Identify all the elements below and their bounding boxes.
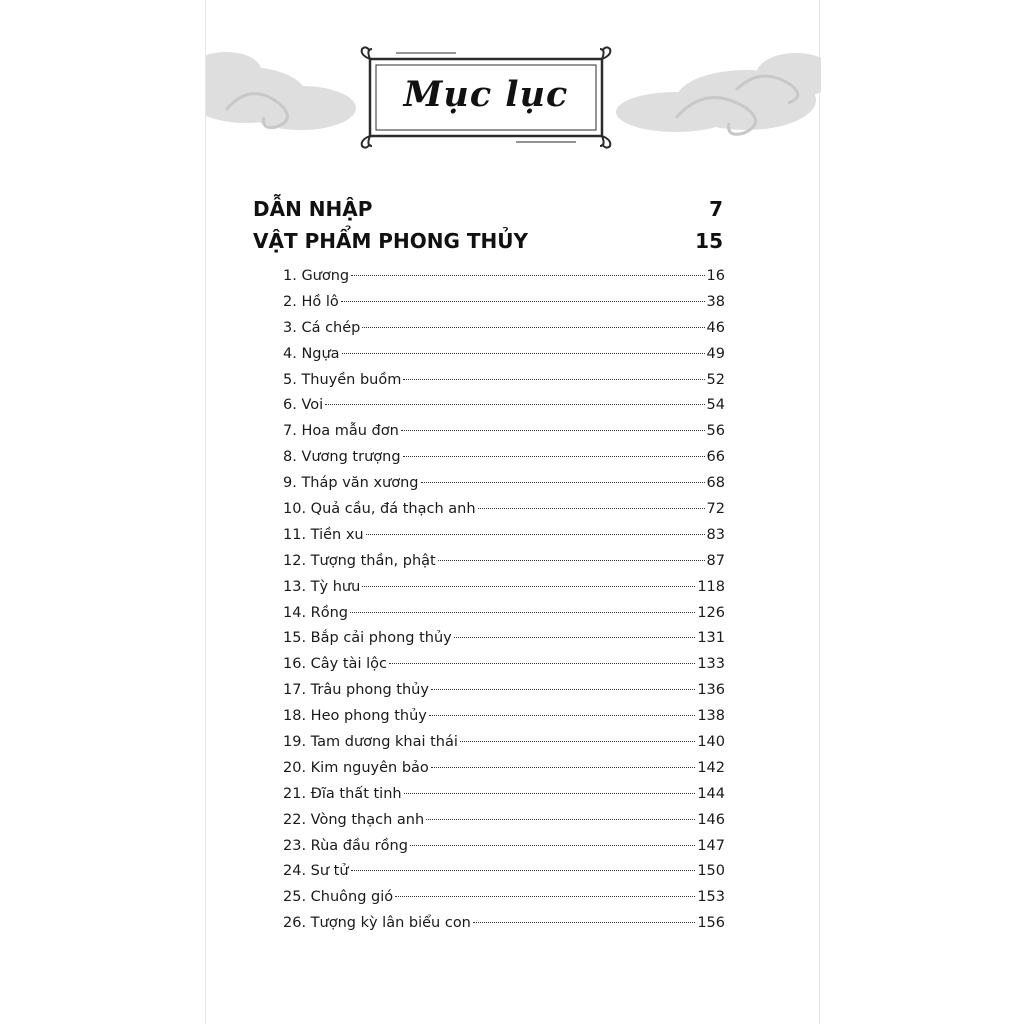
book-page	[205, 0, 820, 1024]
dot-leader	[429, 715, 695, 716]
toc-entry[interactable]	[283, 782, 725, 808]
toc-entry[interactable]	[283, 264, 725, 290]
dot-leader	[473, 922, 695, 923]
toc-entry-page: 156	[697, 915, 725, 932]
toc-entry-page: 147	[697, 837, 725, 854]
toc-entry[interactable]	[283, 678, 725, 704]
toc-entry-page: 16	[706, 268, 725, 284]
dot-leader	[410, 845, 695, 846]
dot-leader	[341, 301, 705, 302]
toc-entry-page: 49	[706, 345, 725, 362]
toc-entry-page: 150	[697, 863, 725, 880]
toc-entry-page: 138	[697, 708, 725, 725]
toc-entry-page: 38	[706, 293, 725, 310]
toc-entry-label: 26. Tượng kỳ lân biểu con	[283, 915, 471, 932]
dot-leader	[404, 793, 696, 794]
toc-entry-label: 19. Tam dương khai thái	[283, 734, 458, 751]
toc-entry-page: 83	[706, 526, 725, 543]
toc-entry[interactable]	[283, 471, 725, 497]
toc-entry[interactable]	[283, 342, 725, 368]
toc-entry-label: 18. Heo phong thủy	[283, 708, 427, 725]
dot-leader	[478, 508, 705, 509]
toc-entry-label: 12. Tượng thần, phật	[283, 552, 436, 569]
toc-section-items[interactable]	[253, 229, 723, 253]
toc-list	[283, 264, 725, 937]
toc-entry-label: 14. Rồng	[283, 604, 349, 621]
toc-entry[interactable]	[283, 859, 725, 885]
toc-entry-label: 3. Cá chép	[283, 319, 361, 336]
toc-entry-page: 144	[697, 785, 725, 802]
toc-entry[interactable]	[283, 756, 725, 782]
section-page: 7	[709, 197, 723, 221]
toc-entry-label: 22. Vòng thạch anh	[283, 811, 425, 828]
toc-entry[interactable]	[283, 523, 725, 549]
dot-leader	[325, 404, 704, 405]
toc-entry-label: 15. Bắp cải phong thủy	[283, 630, 452, 647]
toc-entry-label: 10. Quả cầu, đá thạch anh	[283, 501, 476, 518]
toc-entry-page: 146	[697, 811, 725, 828]
toc-entry[interactable]	[283, 368, 725, 394]
toc-entry-label: 6. Voi	[283, 397, 324, 414]
toc-entry-label: 21. Đĩa thất tinh	[283, 785, 402, 802]
toc-entry[interactable]	[283, 316, 725, 342]
toc-entry-label: 11. Tiền xu	[283, 526, 364, 543]
dot-leader	[431, 767, 696, 768]
toc-entry[interactable]	[283, 652, 725, 678]
toc-entry-label: 25. Chuông gió	[283, 889, 394, 906]
toc-entry-label: 23. Rùa đầu rồng	[283, 837, 408, 854]
dot-leader	[460, 741, 695, 742]
dot-leader	[350, 612, 695, 613]
toc-entry[interactable]	[283, 549, 725, 575]
toc-entry-page: 142	[697, 759, 725, 776]
dot-leader	[342, 353, 705, 354]
toc-entry[interactable]	[283, 704, 725, 730]
dot-leader	[403, 379, 704, 380]
dot-leader	[401, 430, 705, 431]
toc-entry[interactable]	[283, 885, 725, 911]
toc-entry[interactable]	[283, 834, 725, 860]
toc-entry-page: 133	[697, 656, 725, 673]
page-title: Mục lục	[403, 74, 569, 115]
toc-entry-page: 68	[706, 475, 725, 492]
toc-entry-page: 126	[697, 604, 725, 621]
toc-entry-label: 2. Hồ lô	[283, 293, 339, 310]
toc-entry[interactable]	[283, 626, 725, 652]
toc-entry-label: 16. Cây tài lộc	[283, 656, 387, 673]
section-page: 15	[695, 229, 723, 253]
toc-entry-label: 17. Trâu phong thủy	[283, 682, 429, 699]
dot-leader	[362, 586, 695, 587]
toc-entry[interactable]	[283, 808, 725, 834]
toc-entry-page: 72	[706, 501, 725, 518]
dot-leader	[421, 482, 705, 483]
toc-entry[interactable]	[283, 419, 725, 445]
toc-entry-page: 153	[697, 889, 725, 906]
dot-leader	[351, 275, 704, 276]
dot-leader	[362, 327, 704, 328]
toc-entry-page: 66	[706, 449, 725, 466]
toc-entry-label: 4. Ngựa	[283, 345, 340, 362]
toc-entry-page: 52	[706, 371, 725, 388]
toc-entry[interactable]	[283, 290, 725, 316]
dot-leader	[351, 870, 696, 871]
dot-leader	[395, 896, 695, 897]
dot-leader	[389, 663, 695, 664]
dot-leader	[426, 819, 695, 820]
toc-entry[interactable]	[283, 393, 725, 419]
toc-entry-page: 136	[697, 682, 725, 699]
section-label: DẪN NHẬP	[253, 197, 373, 221]
toc-entry-page: 131	[697, 630, 725, 647]
section-label: VẬT PHẨM PHONG THỦY	[253, 229, 528, 253]
dot-leader	[366, 534, 705, 535]
toc-entry-page: 118	[697, 578, 725, 595]
toc-entry-page: 56	[706, 423, 725, 440]
toc-section-intro[interactable]	[253, 197, 723, 221]
toc-entry-label: 1. Gương	[283, 268, 350, 284]
toc-entry[interactable]	[283, 445, 725, 471]
toc-entry-label: 9. Tháp văn xương	[283, 475, 419, 492]
toc-entry-label: 5. Thuyền buồm	[283, 371, 402, 388]
toc-entry-label: 8. Vương trượng	[283, 449, 401, 466]
toc-entry-label: 20. Kim nguyên bảo	[283, 759, 429, 776]
dot-leader	[438, 560, 705, 561]
toc-entry-label: 13. Tỳ hưu	[283, 578, 361, 595]
toc-entry-label: 24. Sư tử	[283, 863, 349, 880]
toc-entry-page: 54	[706, 397, 725, 414]
toc-entry-page: 87	[706, 552, 725, 569]
dot-leader	[403, 456, 705, 457]
toc-entry-page: 46	[706, 319, 725, 336]
toc-entry[interactable]	[283, 911, 725, 937]
toc-entry-label: 7. Hoa mẫu đơn	[283, 423, 399, 440]
dot-leader	[454, 637, 696, 638]
dot-leader	[431, 689, 695, 690]
toc-entry[interactable]	[283, 575, 725, 601]
toc-entry[interactable]	[283, 497, 725, 523]
toc-entry[interactable]	[283, 601, 725, 627]
toc-entry[interactable]	[283, 730, 725, 756]
toc-entry-page: 140	[697, 734, 725, 751]
